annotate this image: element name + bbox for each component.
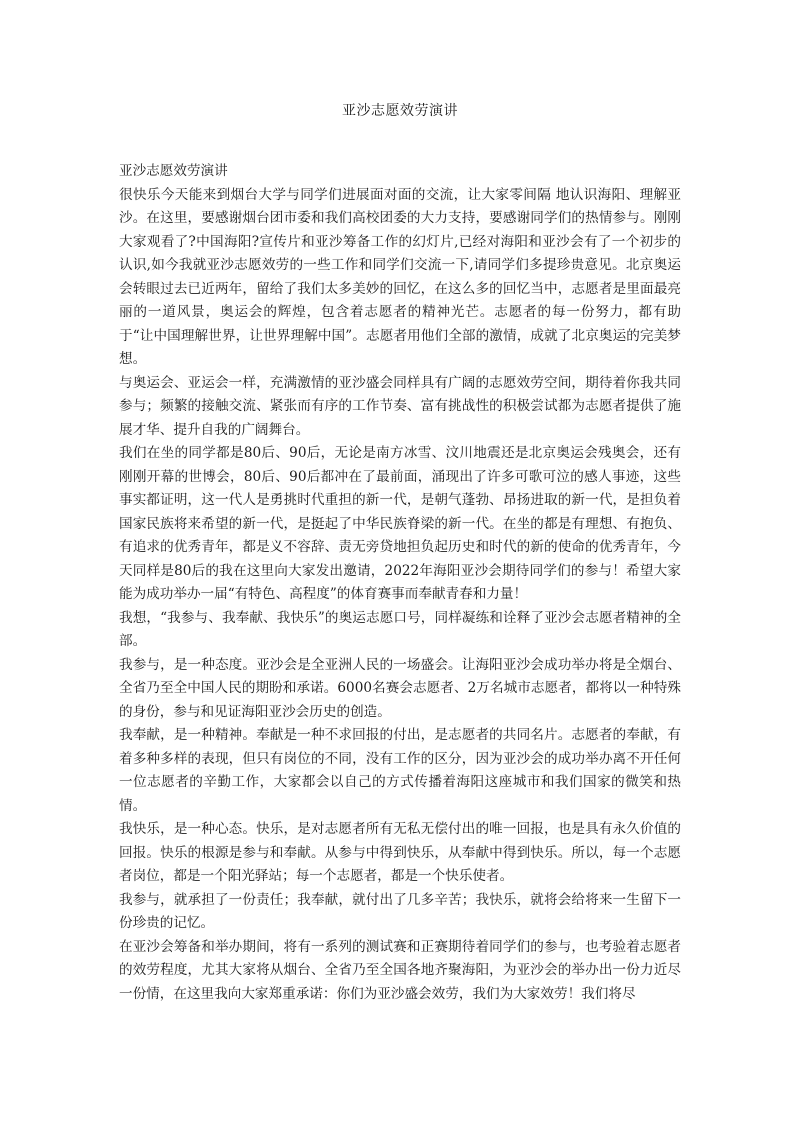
paragraph: 我奉献，是一种精神。奉献是一种不求回报的付出，是志愿者的共同名片。志愿者的奉献，有着多种多样的表现，但只有岗位的不同，没有工作的区分，因为亚沙会的成功举办离不开任何一位志愿者的辛勤工作，大家都会以自己的方式传播着海阳这座城市和我们国家的微笑和热情。 <box>119 727 681 814</box>
paragraph: 与奥运会、亚运会一样，充满激情的亚沙盛会同样具有广阔的志愿效劳空间，期待着你我共同参与；频繁的接触交流、紧张而有序的工作节奏、富有挑战性的积极尝试都为志愿者提供了施展才华、提升自我的广阔舞台。 <box>119 374 681 438</box>
document-body <box>119 160 681 1006</box>
paragraph: 我快乐，是一种心态。快乐，是对志愿者所有无私无偿付出的唯一回报，也是具有永久价值的回报。快乐的根源是参与和奉献。从参与中得到快乐，从奉献中得到快乐。所以，每一个志愿者岗位，都是一个阳光驿站；每一个志愿者，都是一个快乐使者。 <box>119 821 681 884</box>
document-title: 亚沙志愿效劳演讲 <box>342 103 458 119</box>
paragraph: 我参与，是一种态度。亚沙会是全亚洲人民的一场盛会。让海阳亚沙会成功举办将是全烟台、全省乃至全中国人民的期盼和承诺。6000名赛会志愿者、2万名城市志愿者，都将以一种特殊的身份，参与和见证海阳亚沙会历史的创造。 <box>119 656 681 720</box>
paragraph: 很快乐今天能来到烟台大学与同学们进展面对面的交流，让大家零间隔 地认识海阳、理解亚沙。在这里，要感谢烟台团市委和我们高校团委的大力支持，要感谢同学们的热情参与。刚刚大家观看了?中国海阳?宣传片和亚沙筹备工作的幻灯片,已经对海阳和亚沙会有了一个初步的认识,如今我就亚沙志愿效劳的一些工作和同学们交流一下,请同学们多提珍贵意见。北京奥运会转眼过去已近两年，留给了我们太多美妙的回忆，在这么多的回忆当中，志愿者是里面最亮丽的一道风景，奥运会的辉煌，包含着志愿者的精神光芒。志愿者的每一份努力，都有助于“让中国理解世界，让世界理解中国”。志愿者用他们全部的激情，成就了北京奥运的完美梦想。 <box>119 186 681 367</box>
paragraph: 我想，“我参与、我奉献、我快乐”的奥运志愿口号，同样凝练和诠释了亚沙会志愿者精神的全部。 <box>119 609 681 649</box>
paragraph: 亚沙志愿效劳演讲 <box>119 163 228 179</box>
paragraph: 我们在坐的同学都是80后、90后，无论是南方冰雪、汶川地震还是北京奥运会残奥会，还有刚刚开幕的世博会，80后、90后都冲在了最前面，涌现出了许多可歌可泣的感人事迹，这些事实都证明，这一代人是勇挑时代重担的新一代，是朝气蓬勃、昂扬进取的新一代，是担负着国家民族将来希望的新一代，是挺起了中华民族脊梁的新一代。在坐的都是有理想、有抱负、有追求的优秀青年，都是义不容辞、责无旁贷地担负起历史和时代的新的使命的优秀青年，今天同样是80后的我在这里向大家发出邀请，2022年海阳亚沙会期待同学们的参与！希望大家能为成功举办一届“有特色、高程度”的体育赛事而奉献青春和力量！ <box>119 445 681 602</box>
paragraph: 在亚沙会筹备和举办期间，将有一系列的测试赛和正赛期待着同学们的参与，也考验着志愿者的效劳程度，尤其大家将从烟台、全省乃至全国各地齐聚海阳，为亚沙会的举办出一份力近尽一份情，在这里我向大家郑重承诺：你们为亚沙盛会效劳，我们为大家效劳！我们将尽 <box>119 938 681 1002</box>
paragraph: 我参与，就承担了一份责任；我奉献，就付出了几多辛苦；我快乐，就将会给将来一生留下一份珍贵的记忆。 <box>119 891 681 931</box>
